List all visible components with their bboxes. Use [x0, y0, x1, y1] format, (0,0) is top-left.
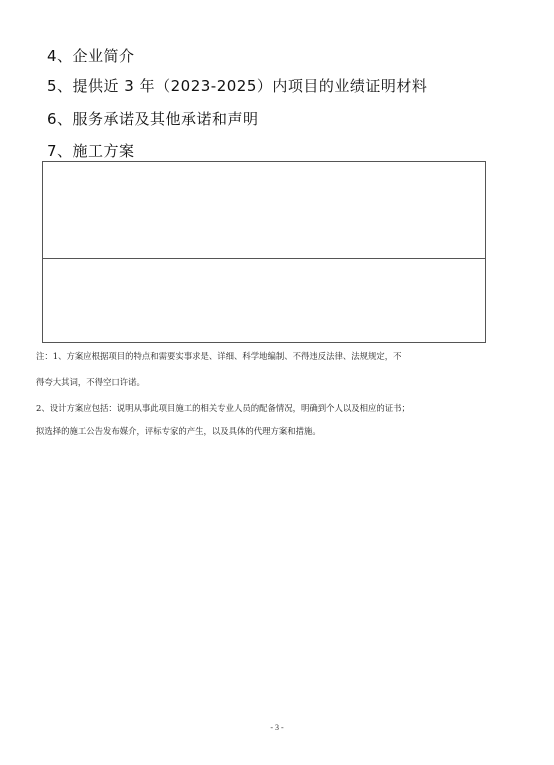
note-line-4: 拟选择的施工公告发布媒介，评标专家的产生，以及具体的代理方案和措施。 [36, 426, 321, 436]
section-heading-construction-plan: 7、施工方案 [47, 142, 135, 160]
box-divider [43, 258, 485, 259]
construction-plan-box [42, 161, 486, 343]
section-heading-service-commitment: 6、服务承诺及其他承诺和声明 [47, 110, 259, 128]
note-line-2: 得夸大其词，不得空口许诺。 [36, 377, 145, 387]
page-number: - 3 - [270, 723, 284, 732]
section-heading-performance-proof: 5、提供近 3 年（2023-2025）内项目的业绩证明材料 [47, 77, 428, 95]
note-line-3: 2、设计方案应包括：说明从事此项目施工的相关专业人员的配备情况，明确到个人以及相应的证书； [36, 403, 410, 413]
note-line-1: 注：1、方案应根据项目的特点和需要实事求是、详细、科学地编制、不得违反法律、法规规定，不 [36, 351, 402, 361]
section-heading-company-profile: 4、企业简介 [47, 47, 135, 65]
